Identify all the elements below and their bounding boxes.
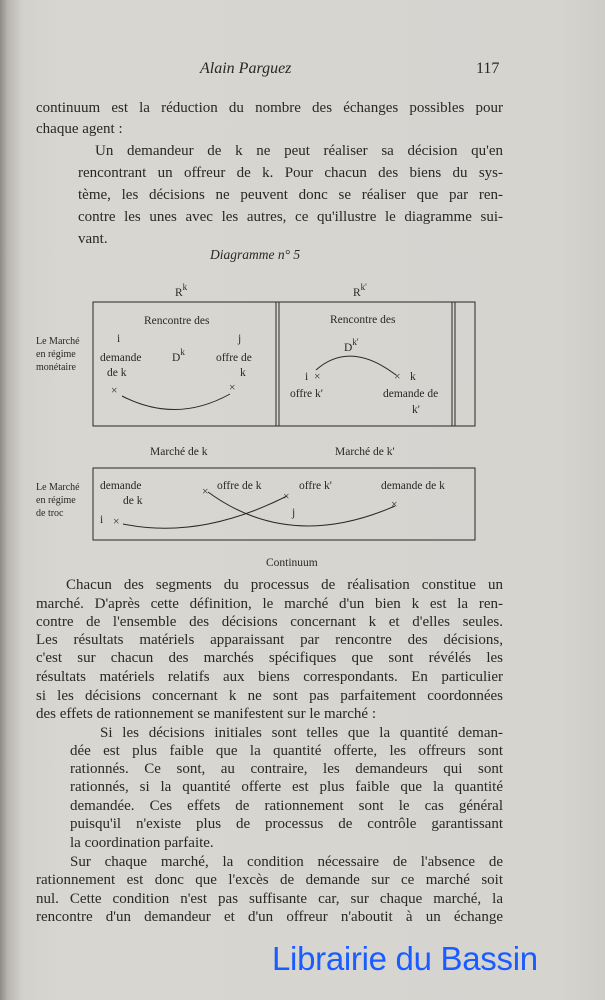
text-line: Sur chaque marché, la condition nécessaire de l'absence de xyxy=(70,854,503,870)
agent-i: i xyxy=(305,371,309,383)
cross-mark: × xyxy=(283,491,290,503)
running-head-author: Alain Parguez xyxy=(200,60,292,77)
de-k-label: de k xyxy=(107,367,127,379)
text-line: Si les décisions initiales sont telles que la quantité deman- xyxy=(100,725,503,741)
agent-i: i xyxy=(100,514,104,526)
continuum-label: Continuum xyxy=(266,557,318,569)
row1-label-line: Le Marché xyxy=(36,336,80,347)
text-line: Un demandeur de k ne peut réaliser sa décision qu'en xyxy=(95,143,503,159)
row1-label-line: monétaire xyxy=(36,362,76,373)
rencontre-label: Rencontre des xyxy=(330,314,396,326)
row2-label-line: en régime xyxy=(36,495,76,506)
text-line: contre de l'ensemble des décisions concernant k et d'elles seules. xyxy=(36,614,503,630)
cross-mark: × xyxy=(113,516,120,528)
text-line: rationnés, si la quantité offerte est plus faible que la quantité xyxy=(70,779,503,795)
row-labels xyxy=(36,336,80,519)
demande-de-label: demande de xyxy=(383,388,439,400)
offre-kp-label: offre k' xyxy=(290,388,323,400)
cross-mark: × xyxy=(314,371,321,383)
cross-mark: × xyxy=(391,499,398,511)
demande-label: demande xyxy=(100,480,142,492)
row2-label-line: de troc xyxy=(36,508,64,519)
agent-j: j xyxy=(292,507,296,519)
offre-de-label: offre de xyxy=(216,352,252,364)
cross-mark: × xyxy=(394,371,401,383)
arc-kp xyxy=(316,356,396,375)
row1-label-line: en régime xyxy=(36,349,76,360)
agent-i: i xyxy=(117,333,121,345)
d-kp-label: $D^{k'}$ xyxy=(344,337,359,354)
arc-k xyxy=(122,394,230,410)
r-kp-label: $R^{k'}$ xyxy=(353,282,367,299)
cross-mark: × xyxy=(202,486,209,498)
marche-k-label: Marché de k xyxy=(150,446,208,458)
text-line: demandée. Ces effets de rationnement sont le cas général xyxy=(70,798,503,814)
text-line: vant. xyxy=(78,231,108,247)
k-label: k xyxy=(240,367,246,379)
de-k-label: de k xyxy=(123,495,143,507)
text-line: Chacun des segments du processus de réalisation constitue un xyxy=(66,577,503,593)
text-line: dée est plus faible que la quantité offerte, les offreurs sont xyxy=(70,743,503,759)
marche-kp-label: Marché de k' xyxy=(335,446,395,458)
row2-label-line: Le Marché xyxy=(36,482,80,493)
text-line: tème, les décisions ne peuvent donc se réaliser que par ren- xyxy=(78,187,503,203)
offre-kp-label: offre k' xyxy=(299,480,332,492)
text-line: marché. D'après cette définition, le marché d'un bien k est la ren- xyxy=(36,596,503,612)
text-line: continuum est la réduction du nombre des échanges possibles pour xyxy=(36,100,503,116)
text-line: puisqu'il n'existe plus de processus de contrôle garantissant xyxy=(70,816,503,832)
text-line: résultats matériels relatifs aux biens correspondants. En particulier xyxy=(36,669,503,685)
barter-box xyxy=(93,468,475,540)
text-line: c'est sur chacun des marchés spécifiques que sont révélés les xyxy=(36,650,503,666)
kp-label: k' xyxy=(412,404,420,416)
demande-label: demande xyxy=(100,352,142,364)
k-label: k xyxy=(410,371,416,383)
text-line: des effets de rationnement se manifestent sur le marché : xyxy=(36,706,377,722)
text-line: rencontrant un offreur de k. Pour chacun des biens du sys- xyxy=(78,165,503,181)
offre-de-k-label: offre de k xyxy=(217,480,262,492)
page-number: 117 xyxy=(476,60,500,77)
r-k-label: $R^k$ xyxy=(175,282,188,299)
d-k-label: $D^k$ xyxy=(172,347,185,364)
text-line: Les résultats matériels apparaissant par rencontre des décisions, xyxy=(36,632,503,648)
cross-mark: × xyxy=(111,385,118,397)
text-line: si les décisions concernant k ne sont pas parfaitement coordonnées xyxy=(36,688,503,704)
cross-mark: × xyxy=(229,382,236,394)
text-line: la coordination parfaite. xyxy=(70,835,214,851)
curve-i-j xyxy=(123,496,287,528)
text-line: chaque agent : xyxy=(36,121,123,137)
demande-de-k-label: demande de k xyxy=(381,480,445,492)
text-line: rencontre d'un demandeur et d'un offreur n'aboutit à un échange xyxy=(36,909,503,925)
diagram-title: Diagramme n° 5 xyxy=(210,247,301,262)
text-line: contre les unes avec les autres, ce qu'illustre le diagramme sui- xyxy=(78,209,503,225)
watermark: Librairie du Bassin xyxy=(272,940,538,977)
curve-k-k xyxy=(208,492,395,526)
agent-j: j xyxy=(238,333,242,345)
text-line: rationnement est donc que l'excès de demande sur ce marché soit xyxy=(36,872,503,888)
text-line: nul. Cette condition n'est pas suffisante car, sur chaque marché, la xyxy=(36,891,503,907)
rencontre-label: Rencontre des xyxy=(144,315,210,327)
text-line: rationnés. Ce sont, au contraire, les demandeurs qui sont xyxy=(70,761,503,777)
